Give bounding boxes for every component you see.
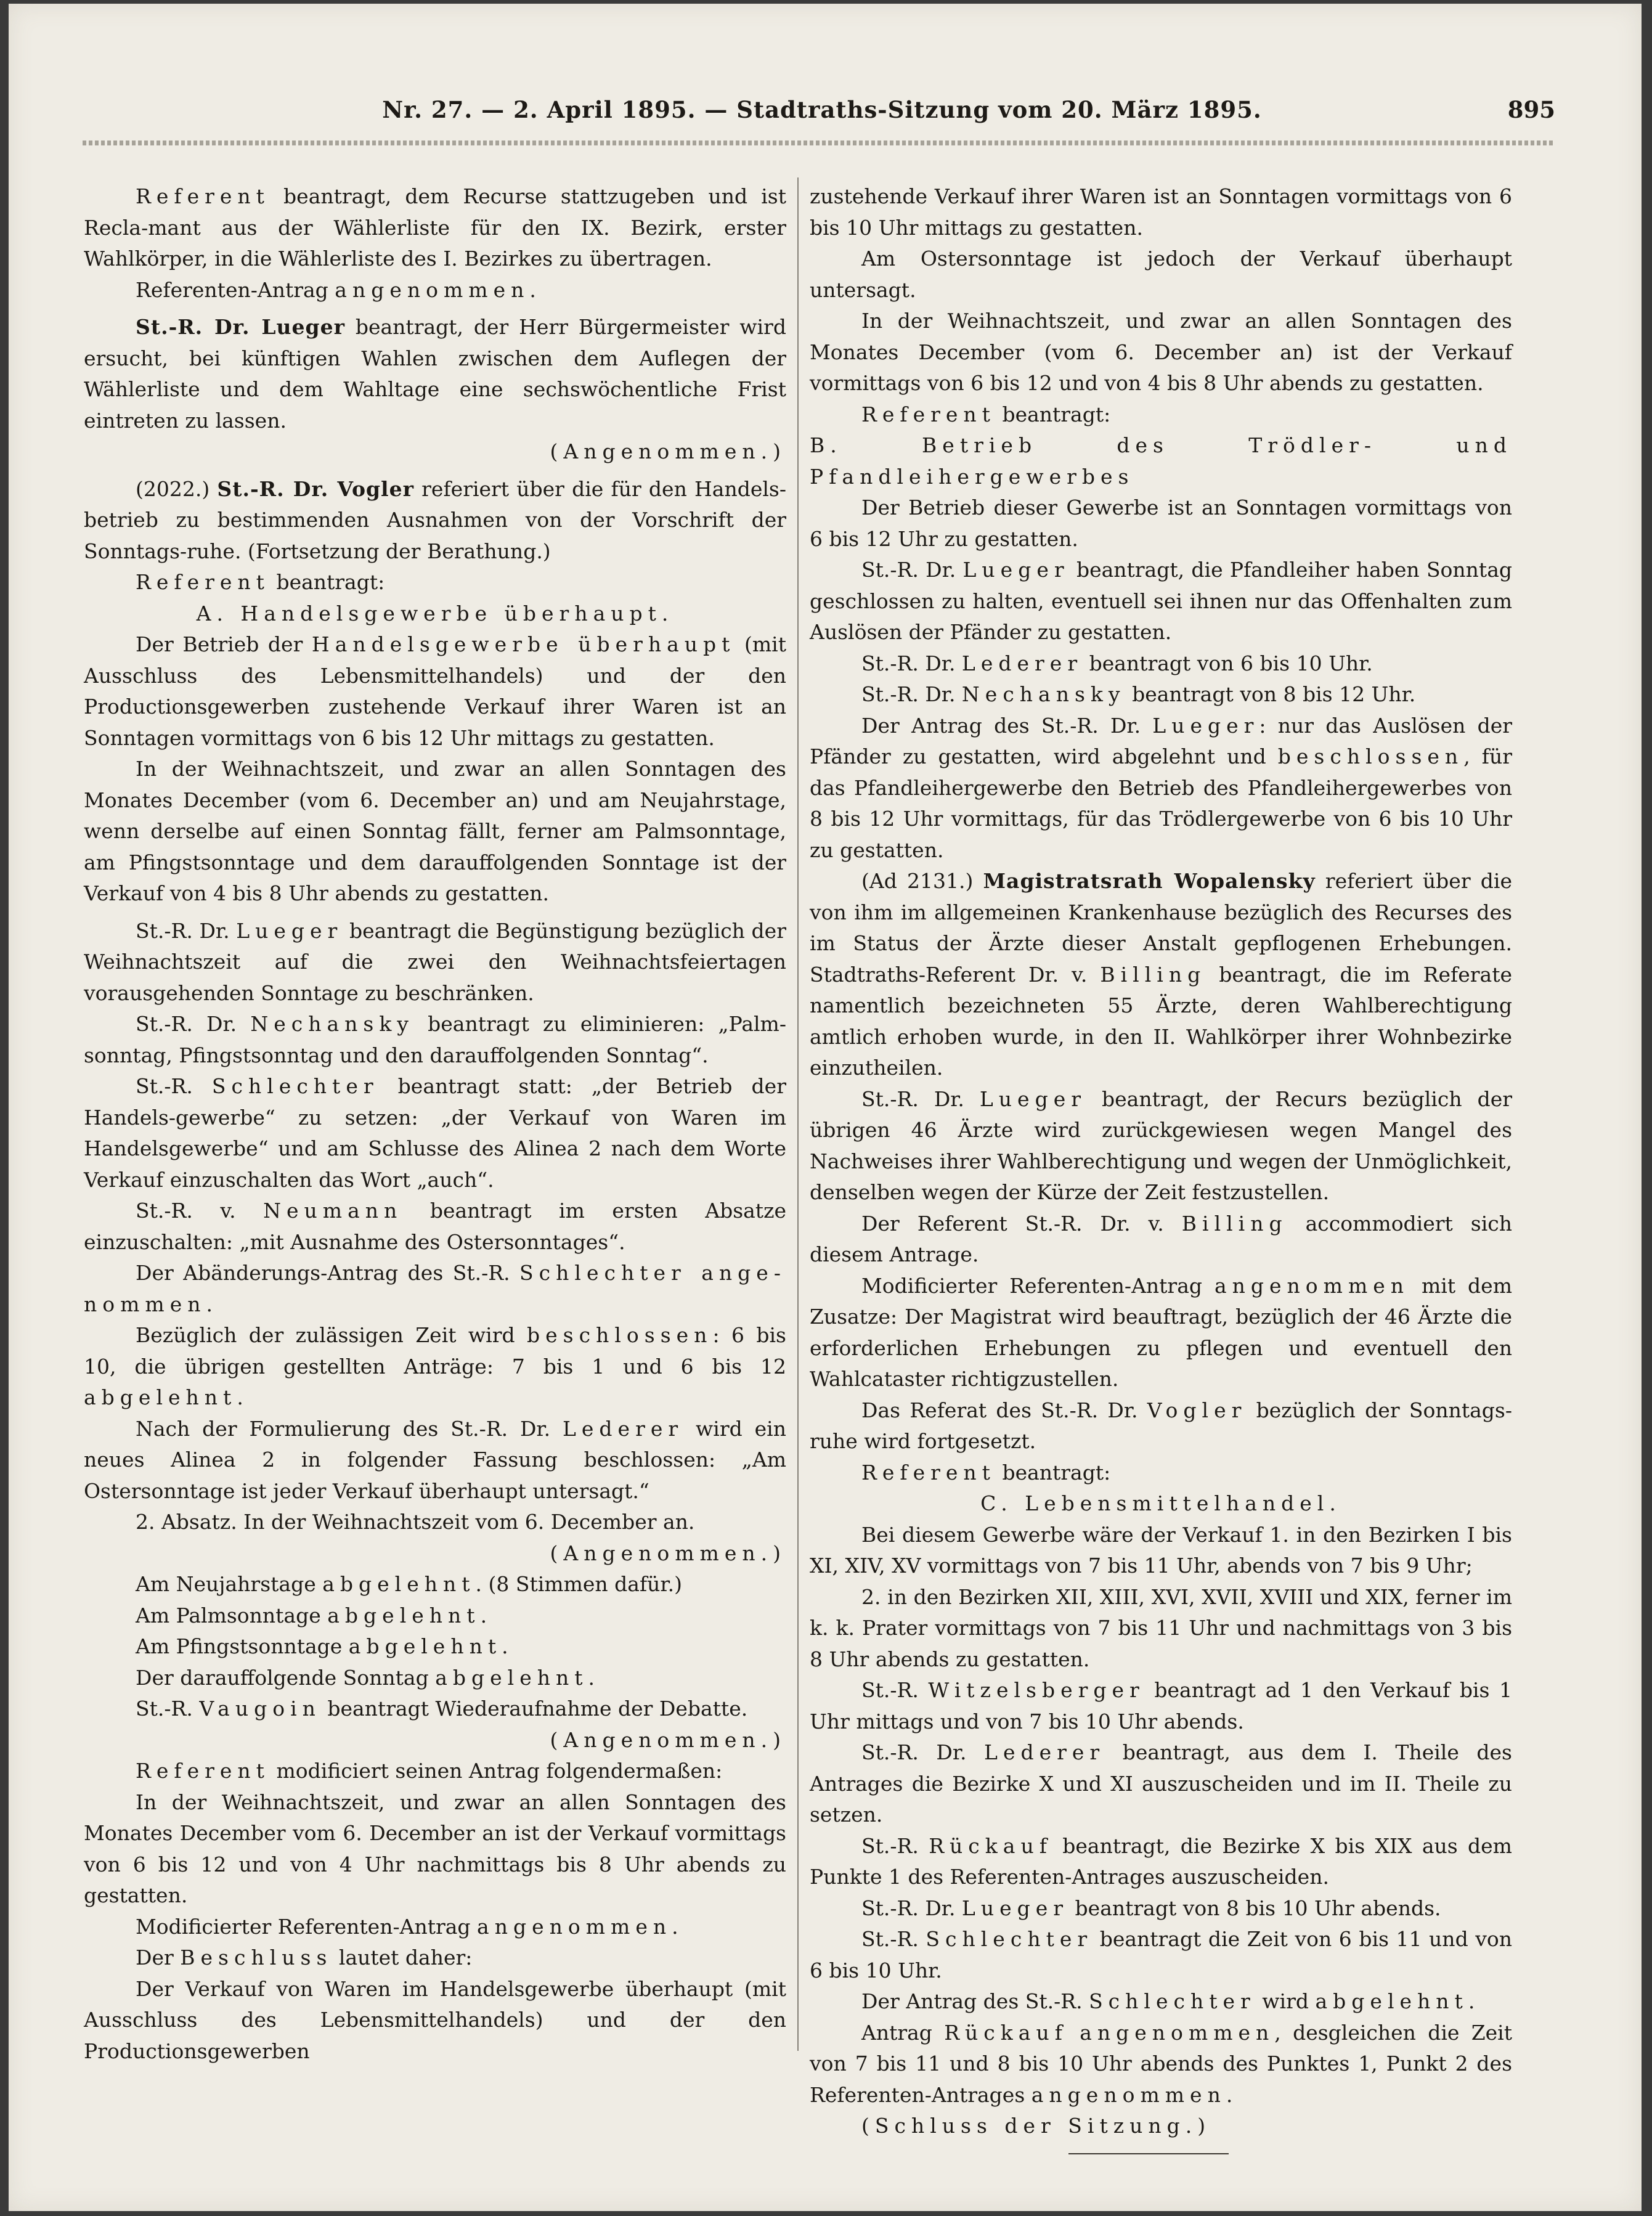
paragraph: In der Weihnachtszeit, und zwar an allen Sonntagen des Monates December (vom 6. December an) und am Neujahrstage, wenn derselbe auf einen Sonntag fällt, ferner am Palmsonntage, am Pfingstsonntage und dem darauffolgenden Sonntage ist der Verkauf von 4 bis 8 Uhr abends zu gestatten.: [84, 757, 786, 905]
left-column: [84, 181, 786, 2067]
paragraph: St.-R. Dr. Lueger beantragt die Begünstigung bezüglich der Weihnachtszeit auf die zwei den Weihnachtsfeiertagen vorausgehenden Sonntage zu beschränken.: [84, 918, 786, 1005]
paragraph: St.-R. Schlechter beantragt statt: „der Betrieb der Handels-gewerbe“ zu setzen: „der Verkauf von Waren im Handelsgewerbe“ und am Schlusse des Alinea 2 nach dem Worte Verkauf einzuschalten das Wort „auch“.: [84, 1074, 786, 1192]
section-heading: B. Betrieb des Trödler- und Pfandleihergewerbes: [810, 433, 1512, 489]
paragraph: (Ad 2131.) Magistratsrath Wopalensky referiert über die von ihm im allgemeinen Krankenhause bezüglich des Recurses des im Status der Ärzte dieser Anstalt gepflogenen Erhebungen. Stadtraths-Referent Dr. v. Billing beantragt, die im Referate namentlich bezeichneten 55 Ärzte, deren Wahlberechtigung amtlich erhoben wurde, in den II. Wahlkörper ihrer Wohnbezirke einzutheilen.: [810, 869, 1512, 1080]
paragraph: Modificierter Referenten-Antrag angenommen mit dem Zusatze: Der Magistrat wird beauftragt, bezüglich der 46 Ärzte die erforderlichen Erhebungen zu pflegen und eventuell den Wahlcataster richtigzustellen.: [810, 1273, 1512, 1391]
paragraph: (Angenommen.): [550, 439, 786, 463]
paragraph: Der Betrieb dieser Gewerbe ist an Sonntagen vormittags von 6 bis 12 Uhr zu gestatten.: [810, 495, 1512, 551]
paragraph: Referent beantragt:: [136, 570, 385, 594]
paragraph: Referent beantragt, dem Recurse stattzugeben und ist Recla-mant aus der Wählerliste für den IX. Bezirk, erster Wahlkörper, in die Wählerliste des I. Bezirkes zu übertragen.: [84, 184, 786, 271]
running-title: Nr. 27. — 2. April 1895. — Stadtraths-Sitzung vom 20. März 1895.: [382, 96, 1262, 123]
page-header: [89, 96, 1555, 145]
paragraph: Der Referent St.-R. Dr. v. Billing accommodiert sich diesem Antrage.: [810, 1211, 1513, 1266]
paragraph: Nach der Formulierung des St.-R. Dr. Lederer wird ein neues Alinea 2 in folgender Fassung beschlossen: „Am Ostersonntage ist jeder Verkauf überhaupt untersagt.“: [84, 1416, 786, 1503]
paragraph: Bei diesem Gewerbe wäre der Verkauf 1. in den Bezirken I bis XI, XIV, XV vormittags von 7 bis 11 Uhr, abends von 7 bis 9 Uhr;: [810, 1522, 1512, 1578]
paragraph: In der Weihnachtszeit, und zwar an allen Sonntagen des Monates December vom 6. December an ist der Verkauf vormittags von 6 bis 12 und von 4 Uhr nachmittags bis 8 Uhr abends zu gestatten.: [84, 1790, 786, 1907]
section-heading: C. Lebensmittelhandel.: [980, 1491, 1341, 1515]
paragraph: 2. Absatz. In der Weihnachtszeit vom 6. December an.: [136, 1510, 695, 1534]
paragraph: St.-R. v. Neumann beantragt im ersten Absatze einzuschalten: „mit Ausnahme des Ostersonntages“.: [84, 1199, 786, 1254]
paragraph: Der Antrag des St.-R. Dr. Lueger: nur das Auslösen der Pfänder zu gestatten, wird abgelehnt und beschlossen, für das Pfandleihergewerbe den Betrieb des Pfandleihergewerbes von 8 bis 12 Uhr vormittags, für das Trödlergewerbe von 6 bis 10 Uhr zu gestatten.: [810, 713, 1512, 862]
paragraph: Am Ostersonntage ist jedoch der Verkauf überhaupt untersagt.: [810, 246, 1512, 302]
paragraph: St.-R. Dr. Lueger beantragt, die Pfandleiher haben Sonntag geschlossen zu halten, eventuell sei ihnen nur das Offenhalten zum Auslösen der Pfänder zu gestatten.: [810, 558, 1512, 644]
paragraph: St.-R. Dr. Lueger beantragt, der Herr Bürgermeister wird ersucht, bei künftigen Wahlen zwischen dem Auflegen der Wählerliste und dem Wahltage eine sechswöchentliche Frist eintreten zu lassen.: [84, 315, 787, 433]
paragraph: Bezüglich der zulässigen Zeit wird beschlossen: 6 bis 10, die übrigen gestellten Anträge: 7 bis 1 und 6 bis 12 abgelehnt.: [84, 1323, 786, 1409]
paragraph: St.-R. Witzelsberger beantragt ad 1 den Verkauf bis 1 Uhr mittags und von 7 bis 10 Uhr abends.: [810, 1678, 1512, 1733]
paragraph: Am Palmsonntage abgelehnt.: [136, 1603, 487, 1627]
paragraph: Der darauffolgende Sonntag abgelehnt.: [136, 1665, 595, 1690]
paragraph: St.-R. Dr. Lederer beantragt von 6 bis 10 Uhr.: [861, 651, 1373, 675]
paragraph: Der Betrieb der Handelsgewerbe überhaupt (mit Ausschluss des Lebensmittelhandels) und der den Productionsgewerben zustehende Verkauf ihrer Waren ist an Sonntagen vormittags von 6 bis 12 Uhr mittags zu gestatten.: [84, 632, 786, 750]
paragraph: In der Weihnachtszeit, und zwar an allen Sonntagen des Monates December (vom 6. December an) ist der Verkauf vormittags von 6 bis 12 und von 4 bis 8 Uhr abends zu gestatten.: [810, 309, 1512, 395]
paragraph: St.-R. Dr. Lueger beantragt, der Recurs bezüglich der übrigen 46 Ärzte wird zurückgewiesen wegen Mangel des Nachweises ihrer Wahlberechtigung und wegen der Unmöglichkeit, denselben wegen der Kürze der Zeit festzustellen.: [810, 1086, 1512, 1204]
paragraph: Der Abänderungs-Antrag des St.-R. Schlechter ange-nommen.: [84, 1261, 786, 1316]
paragraph: Am Neujahrstage abgelehnt. (8 Stimmen dafür.): [136, 1572, 682, 1596]
paragraph: St.-R. Dr. Nechansky beantragt von 8 bis 12 Uhr.: [861, 682, 1416, 706]
paragraph: Referenten-Antrag angenommen.: [136, 277, 536, 302]
closing-note: (Schluss der Sitzung.): [861, 2114, 1211, 2138]
paragraph: St.-R. Dr. Lederer beantragt, aus dem I. Theile des Antrages die Bezirke X und XI auszuscheiden und im II. Theile zu setzen.: [810, 1740, 1512, 1827]
paragraph: Am Pfingstsonntage abgelehnt.: [136, 1634, 508, 1658]
end-rule: [1068, 2153, 1229, 2154]
paragraph: Referent beantragt:: [861, 402, 1111, 426]
paragraph: (2022.) St.-R. Dr. Vogler referiert über die für den Handels-betrieb zu bestimmenden Ausnahmen von der Vorschrift der Sonntags-ruhe. (Fortsetzung der Berathung.): [84, 476, 786, 563]
paragraph: (Angenommen.): [550, 1541, 786, 1565]
header-rule: [83, 141, 1555, 145]
paragraph: Antrag Rückauf angenommen, desgleichen die Zeit von 7 bis 11 und 8 bis 10 Uhr abends des Punktes 1, Punkt 2 des Referenten-Antrages angenommen.: [810, 2020, 1512, 2107]
right-column: [810, 181, 1512, 2142]
paragraph: Der Antrag des St.-R. Schlechter wird abgelehnt.: [861, 1989, 1475, 2013]
page-number: 895: [1507, 96, 1555, 123]
paragraph: Modificierter Referenten-Antrag angenommen.: [136, 1914, 678, 1939]
paragraph: 2. in den Bezirken XII, XIII, XVI, XVII, XVIII und XIX, ferner im k. k. Prater vormittags von 7 bis 11 Uhr und nachmittags von 3 bis 8 Uhr abends zu gestatten.: [810, 1584, 1512, 1671]
document-page: [9, 4, 1642, 2211]
paragraph: Der Beschluss lautet daher:: [136, 1945, 473, 1970]
paragraph: St.-R. Dr. Nechansky beantragt zu eliminieren: „Palm-sonntag, Pfingstsonntag und den darauffolgenden Sonntag“.: [84, 1012, 787, 1067]
paragraph: Referent modificiert seinen Antrag folgendermaßen:: [136, 1759, 723, 1783]
paragraph: Das Referat des St.-R. Dr. Vogler bezüglich der Sonntags-ruhe wird fortgesetzt.: [810, 1398, 1512, 1453]
paragraph: zustehende Verkauf ihrer Waren ist an Sonntagen vormittags von 6 bis 10 Uhr mittags zu gestatten.: [810, 184, 1512, 240]
paragraph: St.-R. Dr. Lueger beantragt von 8 bis 10 Uhr abends.: [861, 1896, 1441, 1920]
paragraph: St.-R. Vaugoin beantragt Wiederaufnahme der Debatte.: [136, 1697, 748, 1721]
paragraph: St.-R. Schlechter beantragt die Zeit von 6 bis 11 und von 6 bis 10 Uhr.: [810, 1927, 1513, 1982]
paragraph: Der Verkauf von Waren im Handelsgewerbe überhaupt (mit Ausschluss des Lebensmittelhandels) und der den Productionsgewerben: [84, 1976, 786, 2063]
section-heading: A. Handelsgewerbe überhaupt.: [196, 601, 674, 625]
paragraph: St.-R. Rückauf beantragt, die Bezirke X bis XIX aus dem Punkte 1 des Referenten-Antrages auszuscheiden.: [810, 1833, 1512, 1889]
paragraph: (Angenommen.): [550, 1727, 786, 1752]
paragraph: Referent beantragt:: [861, 1460, 1111, 1485]
column-divider: [797, 177, 799, 2051]
